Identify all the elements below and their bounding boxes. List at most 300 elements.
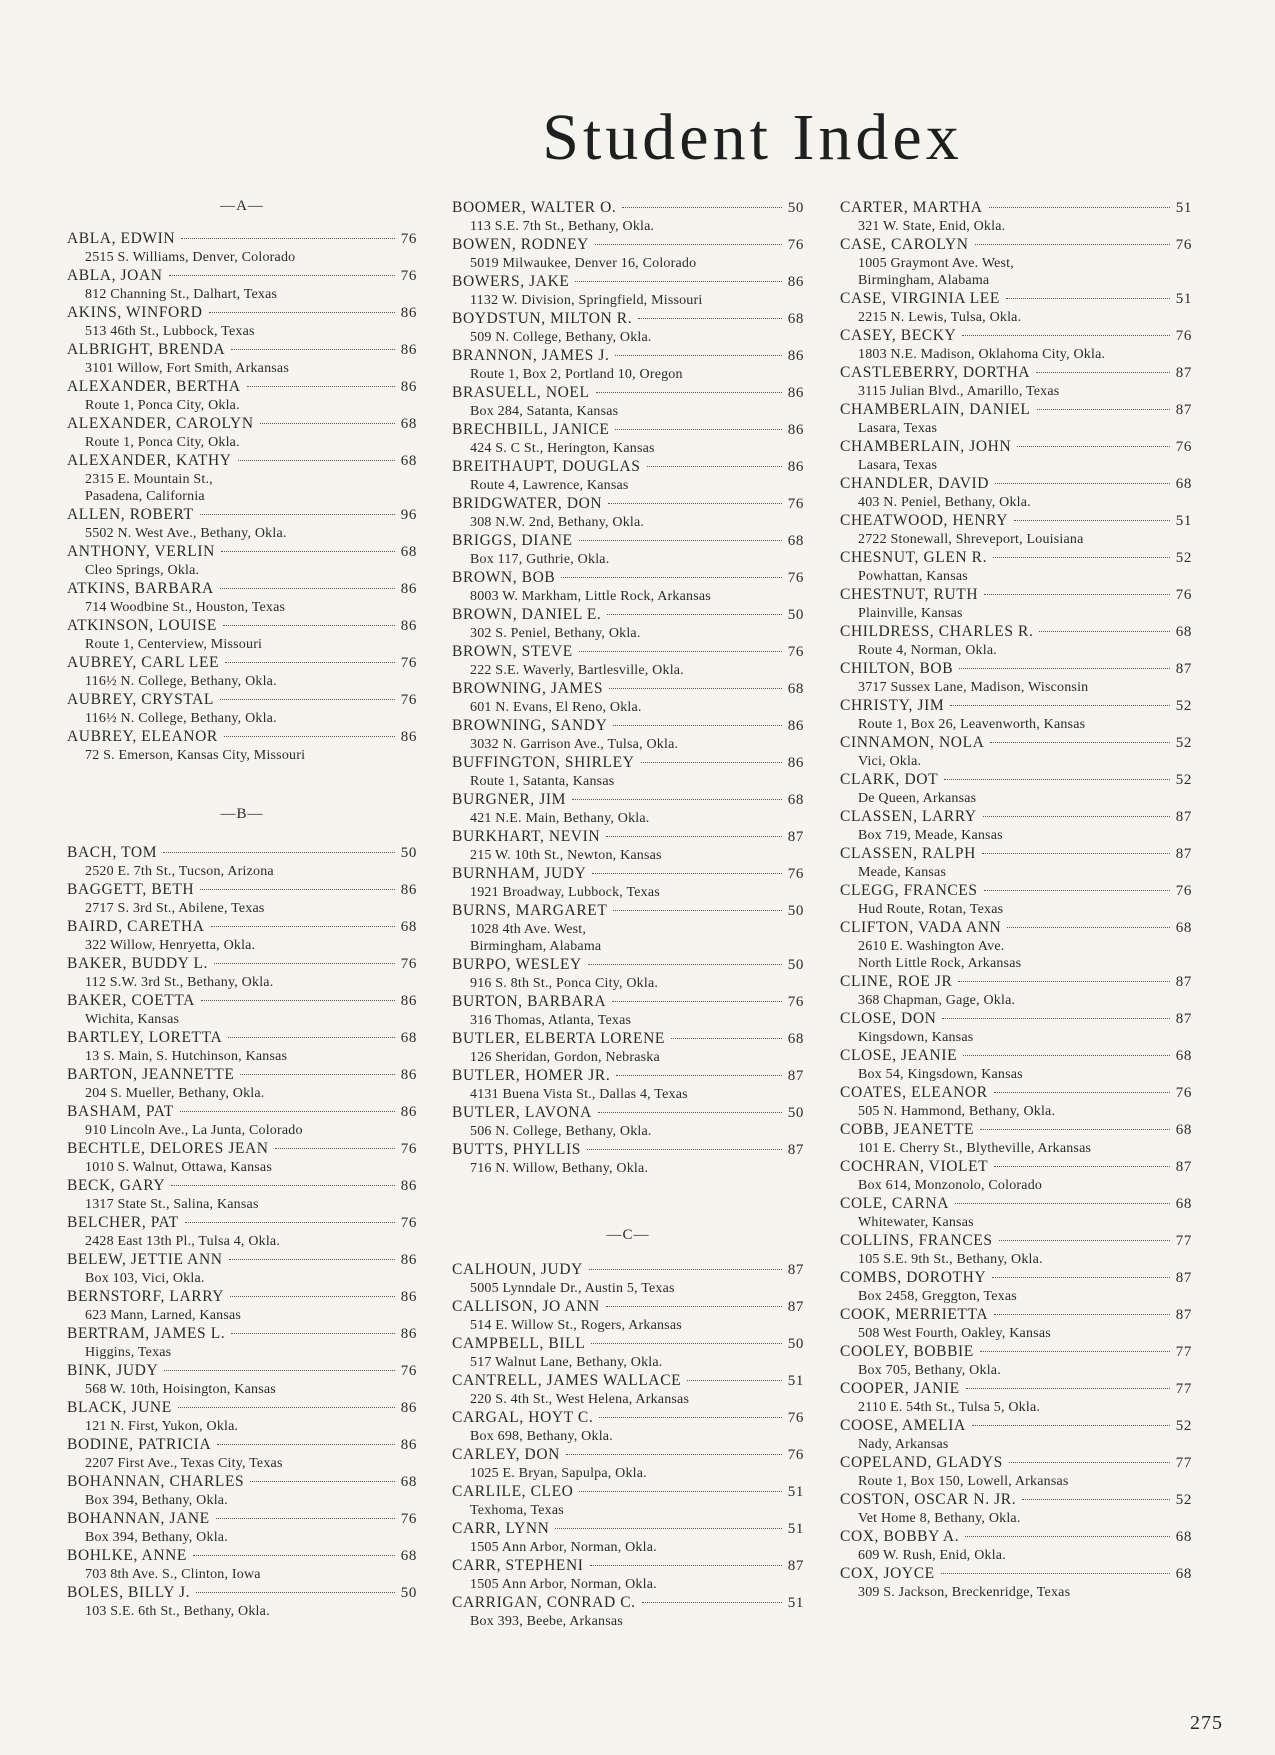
entry-name-line — [840, 972, 1192, 992]
student-address: 623 Mann, Larned, Kansas — [85, 1308, 242, 1323]
dot-leader — [1022, 1499, 1170, 1500]
student-name: COCHRAN, VIOLET — [840, 1158, 989, 1175]
dot-leader — [950, 705, 1170, 706]
student-name: CLOSE, DON — [840, 1010, 937, 1027]
index-entry — [452, 1408, 804, 1445]
entry-name-line — [840, 918, 1192, 938]
entry-name-line — [67, 1361, 417, 1381]
index-entry — [840, 696, 1192, 733]
entry-name-line — [67, 229, 417, 249]
index-entry — [67, 340, 417, 377]
page-reference: 68 — [1175, 1048, 1192, 1064]
student-address: 509 N. College, Bethany, Okla. — [470, 330, 652, 345]
index-entry — [840, 1120, 1192, 1157]
index-entry — [67, 542, 417, 579]
page-reference: 68 — [787, 681, 804, 697]
page-reference: 68 — [787, 1031, 804, 1047]
page-reference: 76 — [400, 1215, 417, 1231]
student-name: BLACK, JUNE — [67, 1399, 172, 1416]
student-name: BERNSTORF, LARRY — [67, 1288, 225, 1305]
dot-leader — [595, 244, 782, 245]
student-name: CHAMBERLAIN, JOHN — [840, 438, 1012, 455]
entry-name-line — [452, 309, 804, 329]
page-reference: 51 — [787, 1595, 804, 1611]
dot-leader — [995, 483, 1170, 484]
student-address: Box 719, Meade, Kansas — [858, 828, 1003, 843]
dot-leader — [240, 1074, 394, 1075]
entry-name-line — [452, 864, 804, 884]
dot-leader — [638, 318, 782, 319]
entry-name-line — [452, 1482, 804, 1502]
page-reference: 68 — [400, 453, 417, 469]
student-address: Route 1, Box 150, Lowell, Arkansas — [858, 1474, 1069, 1489]
student-address: 2207 First Ave., Texas City, Texas — [85, 1456, 283, 1471]
index-entry — [67, 1250, 417, 1287]
index-entry — [67, 579, 417, 616]
entry-name-line — [67, 340, 417, 360]
student-name: CANTRELL, JAMES WALLACE — [452, 1372, 682, 1389]
index-entry — [67, 843, 417, 880]
student-address: 2428 East 13th Pl., Tulsa 4, Okla. — [85, 1234, 281, 1249]
entry-name-line — [67, 1546, 417, 1566]
index-entry — [452, 827, 804, 864]
student-address: Route 1, Satanta, Kansas — [470, 774, 615, 789]
index-entry — [67, 991, 417, 1028]
index-entry — [452, 1334, 804, 1371]
entry-name-line — [840, 289, 1192, 309]
entry-name-line — [840, 1527, 1192, 1547]
index-entry — [840, 511, 1192, 548]
page-reference: 52 — [1175, 1492, 1192, 1508]
student-name: BRECHBILL, JANICE — [452, 421, 610, 438]
student-address: 13 S. Main, S. Hutchinson, Kansas — [85, 1049, 288, 1064]
index-entry — [452, 1593, 804, 1630]
student-name: CHEATWOOD, HENRY — [840, 512, 1009, 529]
index-entry — [840, 474, 1192, 511]
entry-name-line — [840, 198, 1192, 218]
dot-leader — [579, 651, 782, 652]
dot-leader — [566, 1454, 782, 1455]
page-reference: 86 — [400, 1178, 417, 1194]
index-entry — [840, 437, 1192, 474]
index-entry — [840, 198, 1192, 235]
student-address: 514 E. Willow St., Rogers, Arkansas — [470, 1318, 682, 1333]
index-entry — [452, 642, 804, 679]
student-name: BOHLKE, ANNE — [67, 1547, 187, 1564]
dot-leader — [966, 1388, 1170, 1389]
student-address: De Queen, Arkansas — [858, 791, 977, 806]
student-name: BURNHAM, JUDY — [452, 865, 587, 882]
dot-leader — [185, 1222, 395, 1223]
student-address: 5019 Milwaukee, Denver 16, Colorado — [470, 256, 697, 271]
page-reference: 68 — [1175, 1529, 1192, 1545]
index-entry — [452, 383, 804, 420]
entry-name-line — [840, 844, 1192, 864]
entry-name-line — [452, 494, 804, 514]
section-header: —B— — [220, 806, 264, 822]
student-name: COOPER, JANIE — [840, 1380, 960, 1397]
dot-leader — [555, 1528, 781, 1529]
index-entry — [452, 494, 804, 531]
dot-leader — [220, 588, 395, 589]
page-reference: 86 — [400, 618, 417, 634]
dot-leader — [592, 873, 781, 874]
page-reference: 87 — [787, 1558, 804, 1574]
dot-leader — [1037, 409, 1170, 410]
dot-leader — [647, 466, 782, 467]
entry-name-line — [452, 1140, 804, 1160]
entry-name-line — [67, 1324, 417, 1344]
page-reference: 87 — [1175, 1011, 1192, 1027]
student-name: AUBREY, CRYSTAL — [67, 691, 215, 708]
dot-leader — [962, 335, 1169, 336]
index-entry — [67, 1361, 417, 1398]
student-name: CHRISTY, JIM — [840, 697, 945, 714]
dot-leader — [622, 207, 781, 208]
dot-leader — [980, 1351, 1170, 1352]
index-entry — [840, 326, 1192, 363]
student-name: BRANNON, JAMES J. — [452, 347, 610, 364]
dot-leader — [590, 1565, 782, 1566]
page-reference: 86 — [400, 993, 417, 1009]
dot-leader — [260, 423, 395, 424]
page-reference: 68 — [400, 544, 417, 560]
student-name: AUBREY, CARL LEE — [67, 654, 220, 671]
dot-leader — [642, 1602, 782, 1603]
student-name: CLOSE, JEANIE — [840, 1047, 958, 1064]
entry-name-line — [67, 266, 417, 286]
page-reference: 86 — [400, 1067, 417, 1083]
entry-name-line — [67, 1028, 417, 1048]
page-reference: 76 — [1175, 883, 1192, 899]
student-name: CHILTON, BOB — [840, 660, 954, 677]
dot-leader — [613, 725, 781, 726]
index-entry — [67, 727, 417, 764]
page-reference: 76 — [787, 1410, 804, 1426]
dot-leader — [178, 1407, 395, 1408]
index-entry — [67, 505, 417, 542]
dot-leader — [1036, 372, 1170, 373]
entry-name-line — [452, 1066, 804, 1086]
page-reference: 50 — [787, 1336, 804, 1352]
page-reference: 68 — [787, 533, 804, 549]
entry-name-line — [67, 1250, 417, 1270]
page-reference: 87 — [1175, 809, 1192, 825]
index-entry — [67, 1065, 417, 1102]
index-entry — [840, 1305, 1192, 1342]
index-entry — [452, 1445, 804, 1482]
page-reference: 77 — [1175, 1344, 1192, 1360]
dot-leader — [220, 699, 395, 700]
dot-leader — [612, 1001, 782, 1002]
dot-leader — [247, 386, 395, 387]
page-reference: 52 — [1175, 550, 1192, 566]
page-reference: 76 — [400, 268, 417, 284]
index-entry — [840, 1490, 1192, 1527]
student-address: 916 S. 8th St., Ponca City, Okla. — [470, 976, 659, 991]
student-address: 506 N. College, Bethany, Okla. — [470, 1124, 652, 1139]
dot-leader — [223, 625, 395, 626]
student-address: 222 S.E. Waverly, Bartlesville, Okla. — [470, 663, 684, 678]
index-entry — [67, 1287, 417, 1324]
student-address: 1028 4th Ave. West, — [470, 922, 587, 937]
index-entry — [840, 1527, 1192, 1564]
dot-leader — [589, 1269, 782, 1270]
dot-leader — [181, 238, 395, 239]
student-name: BRIGGS, DIANE — [452, 532, 573, 549]
dot-leader — [984, 890, 1170, 891]
page-reference: 76 — [1175, 1085, 1192, 1101]
student-address: 1505 Ann Arbor, Norman, Okla. — [470, 1540, 657, 1555]
student-address: Route 1, Centerview, Missouri — [85, 637, 263, 652]
page-reference: 68 — [787, 311, 804, 327]
student-address: Texhoma, Texas — [470, 1503, 564, 1518]
dot-leader — [224, 736, 395, 737]
student-name: BELEW, JETTIE ANN — [67, 1251, 223, 1268]
page-reference: 52 — [1175, 1418, 1192, 1434]
page-reference: 68 — [1175, 1122, 1192, 1138]
student-address: 322 Willow, Henryetta, Okla. — [85, 938, 256, 953]
page-reference: 51 — [787, 1484, 804, 1500]
dot-leader — [221, 551, 395, 552]
student-address: 714 Woodbine St., Houston, Texas — [85, 600, 286, 615]
page-reference: 86 — [400, 1400, 417, 1416]
student-address: 421 N.E. Main, Bethany, Okla. — [470, 811, 650, 826]
page-reference: 51 — [787, 1373, 804, 1389]
dot-leader — [965, 1536, 1170, 1537]
student-name: BUTTS, PHYLLIS — [452, 1141, 581, 1158]
entry-name-line — [840, 363, 1192, 383]
dot-leader — [575, 281, 781, 282]
student-name: BURKHART, NEVIN — [452, 828, 601, 845]
page-reference: 86 — [787, 274, 804, 290]
entry-name-line — [452, 1445, 804, 1465]
entry-name-line — [840, 770, 1192, 790]
dot-leader — [687, 1380, 782, 1381]
entry-name-line — [67, 1102, 417, 1122]
dot-leader — [641, 762, 782, 763]
entry-name-line — [67, 1583, 417, 1603]
dot-leader — [608, 503, 782, 504]
entry-name-line — [452, 605, 804, 625]
entry-name-line — [452, 568, 804, 588]
index-entry — [67, 377, 417, 414]
page-reference: 77 — [1175, 1381, 1192, 1397]
page-reference: 87 — [1175, 846, 1192, 862]
page-reference: 76 — [1175, 328, 1192, 344]
student-name: CARLEY, DON — [452, 1446, 560, 1463]
student-address: 1317 State St., Salina, Kansas — [85, 1197, 259, 1212]
student-address: 716 N. Willow, Bethany, Okla. — [470, 1161, 649, 1176]
entry-name-line — [67, 1287, 417, 1307]
student-address: 5005 Lynndale Dr., Austin 5, Texas — [470, 1281, 675, 1296]
page-reference: 86 — [787, 422, 804, 438]
index-entry — [840, 972, 1192, 1009]
student-address: Meade, Kansas — [858, 865, 947, 880]
student-address: 1025 E. Bryan, Sapulpa, Okla. — [470, 1466, 647, 1481]
dot-leader — [994, 1092, 1170, 1093]
student-address: 204 S. Mueller, Bethany, Okla. — [85, 1086, 265, 1101]
student-address: 2722 Stonewall, Shreveport, Louisiana — [858, 532, 1084, 547]
entry-name-line — [452, 955, 804, 975]
entry-name-line — [452, 272, 804, 292]
student-address: 101 E. Cherry St., Blytheville, Arkansas — [858, 1141, 1092, 1156]
page-reference: 87 — [787, 1299, 804, 1315]
student-address: 321 W. State, Enid, Okla. — [858, 219, 1006, 234]
entry-name-line — [452, 1297, 804, 1317]
student-address: 2717 S. 3rd St., Abilene, Texas — [85, 901, 265, 916]
student-address: 2515 S. Williams, Denver, Colorado — [85, 250, 296, 265]
student-address: Route 4, Lawrence, Kansas — [470, 478, 629, 493]
student-name: CLASSEN, LARRY — [840, 808, 977, 825]
entry-name-line — [840, 733, 1192, 753]
entry-name-line — [67, 616, 417, 636]
page-reference: 87 — [787, 1142, 804, 1158]
student-name: CINNAMON, NOLA — [840, 734, 985, 751]
student-name: BUTLER, LAVONA — [452, 1104, 592, 1121]
dot-leader — [587, 1149, 782, 1150]
student-address: 3115 Julian Blvd., Amarillo, Texas — [858, 384, 1060, 399]
student-address: Box 698, Bethany, Okla. — [470, 1429, 613, 1444]
dot-leader — [599, 1417, 781, 1418]
student-address: 508 West Fourth, Oakley, Kansas — [858, 1326, 1051, 1341]
student-address: 220 S. 4th St., West Helena, Arkansas — [470, 1392, 690, 1407]
student-name: AKINS, WINFORD — [67, 304, 203, 321]
dot-leader — [211, 926, 395, 927]
entry-name-line — [452, 827, 804, 847]
dot-leader — [180, 1111, 395, 1112]
dot-leader — [984, 594, 1170, 595]
student-address: 513 46th St., Lubbock, Texas — [85, 324, 255, 339]
student-address: 2520 E. 7th St., Tucson, Arizona — [85, 864, 274, 879]
dot-leader — [615, 429, 781, 430]
index-entry — [840, 1453, 1192, 1490]
index-column-2 — [452, 198, 804, 1630]
student-address: 1505 Ann Arbor, Norman, Okla. — [470, 1577, 657, 1592]
entry-name-line — [840, 1157, 1192, 1177]
student-name: BODINE, PATRICIA — [67, 1436, 212, 1453]
dot-leader — [588, 964, 782, 965]
entry-name-line — [67, 991, 417, 1011]
page-reference: 68 — [400, 1548, 417, 1564]
entry-name-line — [67, 1213, 417, 1233]
index-entry — [840, 1416, 1192, 1453]
dot-leader — [941, 1573, 1170, 1574]
entry-name-line — [452, 1408, 804, 1428]
student-name: COLLINS, FRANCES — [840, 1232, 993, 1249]
student-name: CASEY, BECKY — [840, 327, 957, 344]
index-entry — [840, 622, 1192, 659]
student-address: 3032 N. Garrison Ave., Tulsa, Okla. — [470, 737, 679, 752]
page-reference: 68 — [400, 416, 417, 432]
index-entry — [452, 864, 804, 901]
dot-leader — [169, 275, 395, 276]
entry-name-line — [67, 451, 417, 471]
student-name: BAKER, BUDDY L. — [67, 955, 209, 972]
dot-leader — [990, 742, 1169, 743]
student-name: CASE, VIRGINIA LEE — [840, 290, 1000, 307]
index-entry — [452, 1519, 804, 1556]
student-address: Route 4, Norman, Okla. — [858, 643, 997, 658]
entry-name-line — [452, 790, 804, 810]
index-entry — [452, 309, 804, 346]
dot-leader — [229, 1259, 395, 1260]
page-reference: 51 — [1175, 513, 1192, 529]
student-name: ATKINSON, LOUISE — [67, 617, 217, 634]
entry-name-line — [840, 1046, 1192, 1066]
page-reference: 86 — [787, 718, 804, 734]
index-entry — [840, 659, 1192, 696]
dot-leader — [598, 1112, 782, 1113]
index-entry — [452, 346, 804, 383]
student-address: 505 N. Hammond, Bethany, Okla. — [858, 1104, 1056, 1119]
entry-name-line — [452, 346, 804, 366]
student-name: BURPO, WESLEY — [452, 956, 582, 973]
student-address: Wichita, Kansas — [85, 1012, 180, 1027]
student-address: 403 N. Peniel, Bethany, Okla. — [858, 495, 1031, 510]
student-address: Box 117, Guthrie, Okla. — [470, 552, 610, 567]
student-address: Box 393, Beebe, Arkansas — [470, 1614, 623, 1629]
page-reference: 76 — [400, 1141, 417, 1157]
student-name: BECK, GARY — [67, 1177, 166, 1194]
index-entry — [452, 901, 804, 955]
student-name: CARTER, MARTHA — [840, 199, 983, 216]
page-reference: 87 — [1175, 974, 1192, 990]
student-address: Pasadena, California — [85, 489, 205, 504]
student-address: 609 W. Rush, Enid, Okla. — [858, 1548, 1006, 1563]
student-name: CHANDLER, DAVID — [840, 475, 990, 492]
index-entry — [840, 235, 1192, 289]
student-address: Route 1, Ponca City, Okla. — [85, 435, 240, 450]
student-name: COMBS, DOROTHY — [840, 1269, 987, 1286]
entry-name-line — [840, 437, 1192, 457]
entry-name-line — [452, 420, 804, 440]
index-entry — [452, 1066, 804, 1103]
dot-leader — [230, 1296, 395, 1297]
page-reference: 87 — [1175, 661, 1192, 677]
page-reference: 76 — [400, 692, 417, 708]
entry-name-line — [840, 807, 1192, 827]
entry-name-line — [67, 690, 417, 710]
entry-name-line — [840, 1194, 1192, 1214]
entry-name-line — [840, 1268, 1192, 1288]
student-name: BOOMER, WALTER O. — [452, 199, 617, 216]
student-address: 2110 E. 54th St., Tulsa 5, Okla. — [858, 1400, 1041, 1415]
student-name: CLEGG, FRANCES — [840, 882, 978, 899]
index-entry — [840, 844, 1192, 881]
student-name: ATKINS, BARBARA — [67, 580, 214, 597]
index-entry — [452, 198, 804, 235]
section-header: —A— — [220, 198, 264, 214]
student-name: CAMPBELL, BILL — [452, 1335, 586, 1352]
index-entry — [67, 1213, 417, 1250]
dot-leader — [1006, 298, 1170, 299]
index-entry — [840, 1046, 1192, 1083]
student-name: COX, BOBBY A. — [840, 1528, 960, 1545]
entry-name-line — [840, 400, 1192, 420]
student-address: 2610 E. Washington Ave. — [858, 939, 1005, 954]
page-reference: 86 — [400, 882, 417, 898]
student-name: BURGNER, JIM — [452, 791, 566, 808]
student-name: ALEXANDER, CAROLYN — [67, 415, 254, 432]
dot-leader — [616, 1075, 781, 1076]
index-entry — [452, 1482, 804, 1519]
student-name: ANTHONY, VERLIN — [67, 543, 215, 560]
entry-name-line — [840, 622, 1192, 642]
entry-name-line — [452, 1103, 804, 1123]
index-entry — [67, 917, 417, 954]
student-address: 8003 W. Markham, Little Rock, Arkansas — [470, 589, 711, 604]
